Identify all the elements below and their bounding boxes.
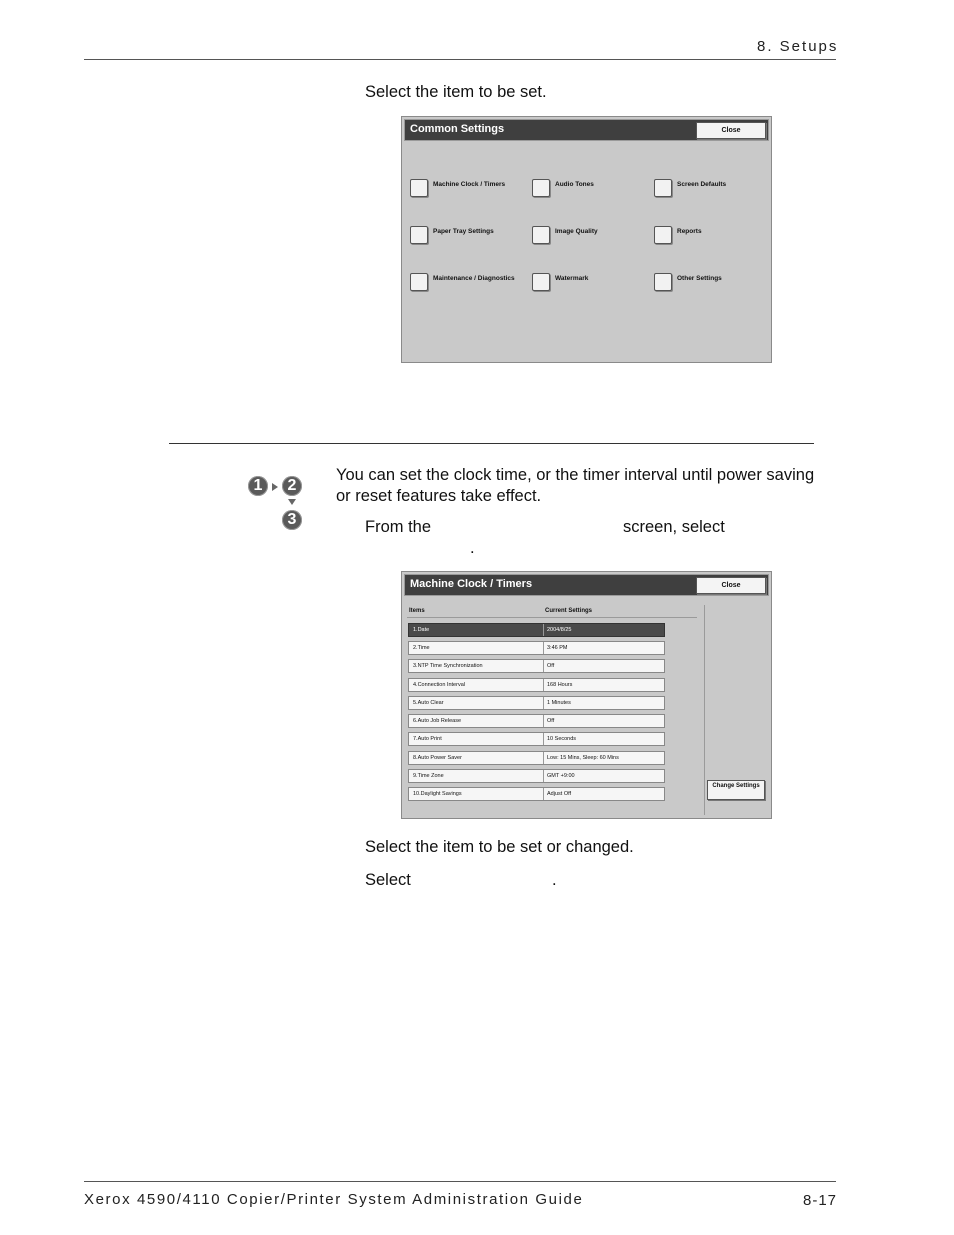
vertical-divider	[704, 605, 705, 815]
footer-rule	[84, 1181, 836, 1182]
close-button[interactable]: Close	[696, 122, 766, 139]
table-row[interactable]: 3.NTP Time Synchronization Off	[408, 659, 665, 673]
table-row[interactable]: 6.Auto Job Release Off	[408, 714, 665, 728]
common-settings-title: Common Settings	[410, 123, 505, 135]
header-divider	[407, 617, 697, 618]
table-row[interactable]: 8.Auto Power Saver Low: 15 Mins, Sleep: 60 Mins	[408, 751, 665, 765]
step-period: .	[470, 539, 475, 557]
checkbox-icon	[410, 273, 428, 291]
arrow-right-icon	[272, 483, 278, 491]
section-rule	[169, 443, 814, 444]
step-3-icon: 3	[282, 510, 302, 530]
table-row[interactable]: 1.Date 2004/8/25	[408, 623, 665, 637]
step-select-item: Select the item to be set.	[365, 83, 547, 101]
step-select-text: Select	[365, 871, 411, 889]
checkbox-icon	[654, 273, 672, 291]
machine-clock-title: Machine Clock / Timers	[410, 578, 533, 590]
step-screen-select-text: screen, select	[623, 518, 725, 536]
checkbox-icon	[532, 179, 550, 197]
change-settings-button[interactable]: Change Settings	[707, 780, 765, 800]
checkbox-icon	[532, 226, 550, 244]
common-settings-panel: Common Settings Close Machine Clock / Timers Audio Tones Screen Defaults Paper Tray Settings Image Quality Reports Maintenance / Diagnostics Watermark Other Settings	[401, 116, 772, 363]
checkbox-icon	[654, 226, 672, 244]
checkbox-icon	[410, 179, 428, 197]
table-row[interactable]: 2.Time 3:46 PM	[408, 641, 665, 655]
table-row[interactable]: 4.Connection Interval 168 Hours	[408, 678, 665, 692]
checkbox-icon	[532, 273, 550, 291]
close-button[interactable]: Close	[696, 577, 766, 594]
page-number: 8-17	[803, 1192, 838, 1209]
step-1-icon: 1	[248, 476, 268, 496]
table-row[interactable]: 7.Auto Print 10 Seconds	[408, 732, 665, 746]
header-rule	[84, 59, 836, 60]
steps-icon	[247, 474, 307, 534]
step-select-item-changed: Select the item to be set or changed.	[365, 838, 634, 856]
step-from-text: From the	[365, 518, 432, 536]
intro-line-2: or reset features take effect.	[336, 487, 542, 505]
checkbox-icon	[654, 179, 672, 197]
machine-clock-panel	[401, 571, 772, 819]
table-row[interactable]: 10.Daylight Savings Adjust Off	[408, 787, 665, 801]
step-2-icon: 2	[282, 476, 302, 496]
checkbox-icon	[410, 226, 428, 244]
section-header: 8. Setups	[757, 38, 839, 55]
intro-line-1: You can set the clock time, or the timer interval until power saving	[336, 466, 815, 484]
table-row[interactable]: 5.Auto Clear 1 Minutes	[408, 696, 665, 710]
column-header-items: Items	[409, 608, 425, 614]
step-select-period: .	[552, 871, 557, 889]
column-header-current-settings: Current Settings	[545, 608, 593, 614]
footer-title: Xerox 4590/4110 Copier/Printer System Administration Guide	[84, 1191, 584, 1208]
table-row[interactable]: 9.Time Zone GMT +9:00	[408, 769, 665, 783]
arrow-down-icon	[288, 499, 296, 505]
